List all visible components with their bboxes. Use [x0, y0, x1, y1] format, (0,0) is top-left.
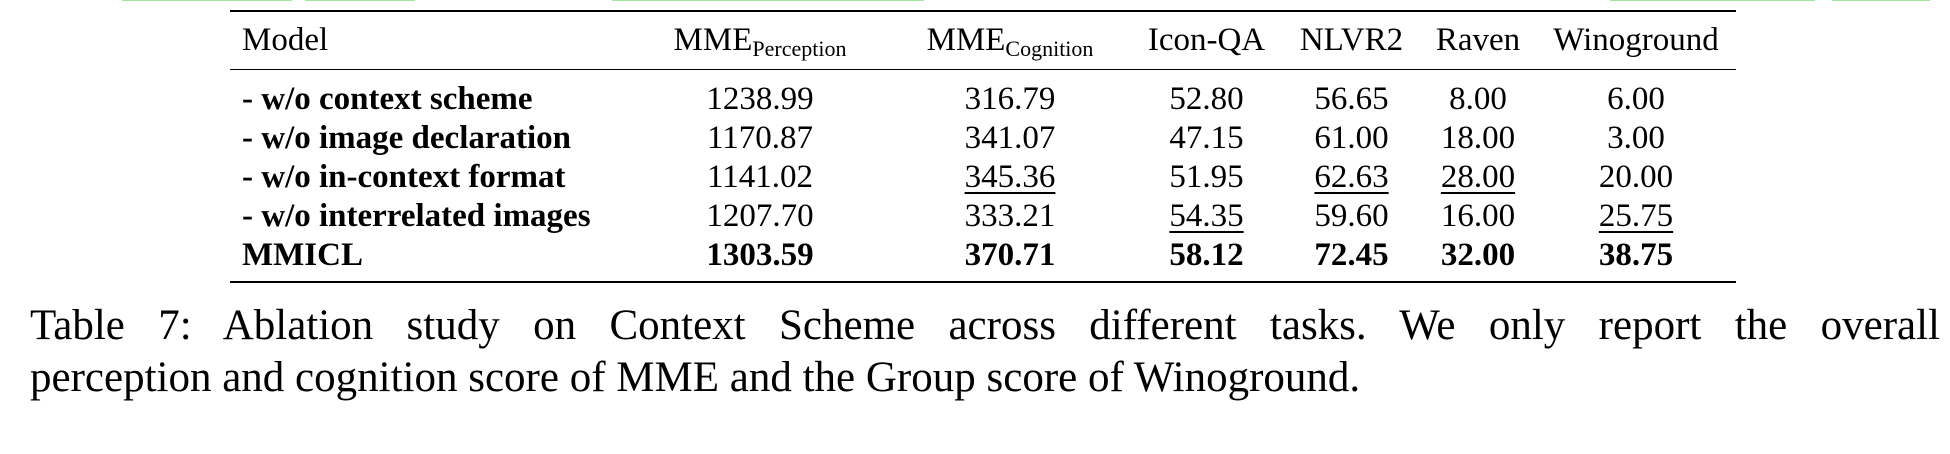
caption-line-1: Table 7: Ablation study on Context Scheme across different tasks. We only report the overall [30, 302, 1940, 349]
column-header-mme-perception: MMEPerception [673, 22, 847, 61]
cell-mme-cognition: 370.71 [964, 237, 1056, 273]
row-model-name: - w/o image declaration [242, 120, 572, 156]
table-row [230, 70, 1736, 120]
cell-mme-perception: 1141.02 [706, 159, 814, 195]
cell-mme-cognition: 341.07 [964, 120, 1056, 156]
cell-icon-qa: 52.80 [1169, 81, 1244, 117]
caption-line-2: perception and cognition score of MME and the Group score of Winoground. [30, 354, 1361, 401]
cell-mme-perception: 1207.70 [706, 198, 814, 234]
link-box [1832, 0, 1930, 1]
cell-winoground [1536, 197, 1736, 236]
column-header-icon-qa: Icon-QA [1147, 22, 1266, 58]
cell-mme-perception: 1303.59 [706, 237, 814, 273]
column-header-model: Model [242, 22, 329, 58]
column-header-mme-cognition: MMECognition [926, 22, 1094, 61]
cell-winoground: 3.00 [1607, 120, 1665, 156]
cell-mme-cognition [890, 158, 1130, 197]
cell-raven [1420, 158, 1536, 197]
table-row-best [230, 236, 1736, 282]
second-best-value: 62.63 [1314, 159, 1389, 195]
link-box [612, 0, 924, 1]
table-caption [30, 300, 1940, 404]
ablation-table-container [230, 10, 1736, 283]
cell-mme-cognition: 333.21 [964, 198, 1056, 234]
cell-raven: 16.00 [1440, 198, 1516, 234]
ablation-table [230, 10, 1736, 283]
cell-nlvr2 [1283, 158, 1420, 197]
cell-winoground: 6.00 [1607, 81, 1665, 117]
cell-nlvr2: 72.45 [1314, 237, 1389, 273]
link-box [122, 0, 292, 1]
link-box [305, 0, 415, 1]
cell-winoground: 38.75 [1598, 237, 1674, 273]
column-header-nlvr2: NLVR2 [1299, 22, 1404, 58]
cell-raven: 32.00 [1440, 237, 1516, 273]
cell-mme-perception: 1170.87 [706, 120, 814, 156]
second-best-value: 54.35 [1169, 198, 1244, 234]
column-header-winoground: Winoground [1553, 22, 1719, 58]
row-model-name: - w/o in-context format [242, 159, 566, 195]
cell-mme-perception: 1238.99 [706, 81, 814, 117]
cell-mme-cognition: 316.79 [964, 81, 1056, 117]
link-box [1610, 0, 1815, 1]
column-header-subscript: Perception [752, 36, 847, 61]
second-best-value: 25.75 [1598, 198, 1674, 234]
row-model-name: - w/o interrelated images [242, 198, 591, 234]
cell-nlvr2: 61.00 [1314, 120, 1389, 156]
table-row [230, 119, 1736, 158]
table-row [230, 158, 1736, 197]
cell-raven: 8.00 [1449, 81, 1507, 117]
cell-icon-qa: 58.12 [1169, 237, 1244, 273]
column-header-raven: Raven [1435, 22, 1521, 58]
row-model-name: MMICL [242, 237, 363, 273]
row-model-name: - w/o context scheme [242, 81, 533, 117]
cell-raven: 18.00 [1440, 120, 1516, 156]
table-header-row [230, 11, 1736, 70]
cell-icon-qa: 51.95 [1169, 159, 1244, 195]
cell-icon-qa: 47.15 [1169, 120, 1244, 156]
column-header-subscript: Cognition [1005, 36, 1094, 61]
cell-nlvr2: 59.60 [1314, 198, 1389, 234]
second-best-value: 28.00 [1440, 159, 1516, 195]
cell-icon-qa [1130, 197, 1283, 236]
cell-nlvr2: 56.65 [1314, 81, 1389, 117]
second-best-value: 345.36 [964, 159, 1056, 195]
cell-winoground: 20.00 [1598, 159, 1674, 195]
table-row [230, 197, 1736, 236]
